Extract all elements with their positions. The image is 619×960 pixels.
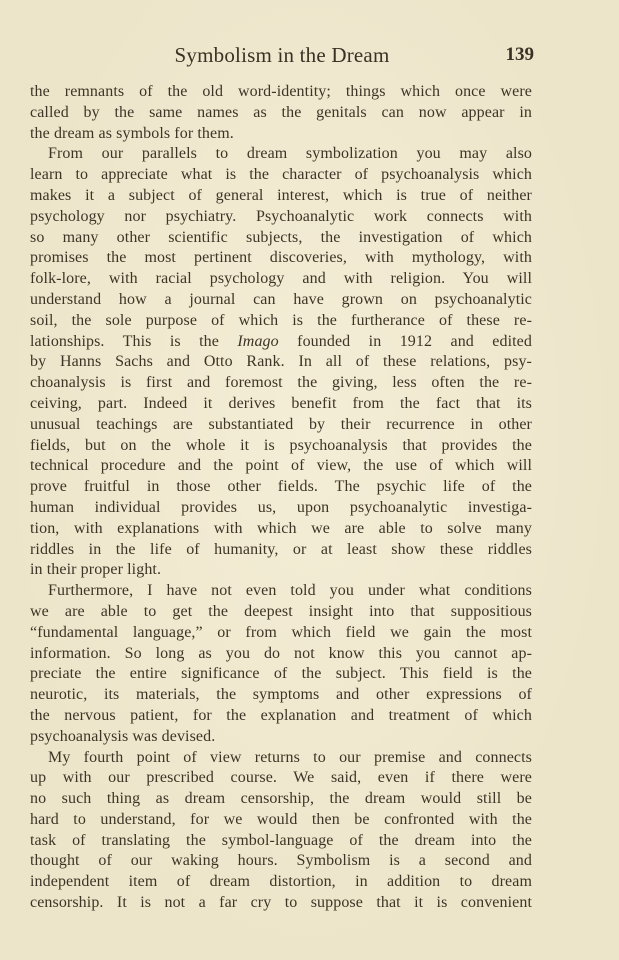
text-line: up with our prescribed course. We said, even if there were	[30, 769, 532, 787]
text-line: psychology nor psychiatry. Psychoanalytic work connects with	[30, 207, 532, 225]
text-line: so many other scientific subjects, the investigation of which	[30, 228, 532, 246]
text-fragment: lationships. This is the	[30, 332, 219, 350]
text-line: human individual provides us, upon psychoanalytic investiga-	[30, 498, 532, 516]
text-line: called by the same names as the genitals can now appear in	[30, 103, 532, 121]
text-line: riddles in the life of humanity, or at least show these riddles	[30, 540, 532, 558]
text-line: promises the most pertinent discoveries, with mythology, with	[30, 249, 532, 267]
journal-title-italic: Imago	[237, 332, 279, 350]
text-line: task of translating the symbol-language of the dream into the	[30, 831, 532, 849]
text-line: hard to understand, for we would then be confronted with the	[30, 810, 532, 828]
text-line-with-italic	[30, 332, 532, 353]
text-line: “fundamental language,” or from which field we gain the most	[30, 623, 532, 641]
text-fragment: founded in 1912 and edited	[297, 332, 532, 350]
text-line: understand how a journal can have grown on psychoanalytic	[30, 290, 532, 308]
text-line: learn to appreciate what is the character of psychoanalysis which	[30, 166, 532, 184]
text-line: choanalysis is first and foremost the giving, less often the re-	[30, 374, 532, 392]
text-line: soil, the sole purpose of which is the furtherance of these re-	[30, 311, 532, 329]
text-line: information. So long as you do not know this you cannot ap-	[30, 644, 532, 662]
text-line: ceiving, part. Indeed it derives benefit from the fact that its	[30, 394, 532, 412]
text-line: makes it a subject of general interest, which is true of neither	[30, 186, 532, 204]
text-line: we are able to get the deepest insight into that suppositious	[30, 602, 532, 620]
text-line: unusual teachings are substantiated by their recurrence in other	[30, 415, 532, 433]
text-line: fields, but on the whole it is psychoanalysis that provides the	[30, 436, 532, 454]
text-line: psychoanalysis was devised.	[30, 727, 216, 745]
page-title: Symbolism in the Dream	[174, 43, 390, 67]
text-line: prove fruitful in those other fields. The psychic life of the	[30, 478, 532, 496]
text-line: folk-lore, with racial psychology and with religion. You will	[30, 270, 532, 288]
text-line: in their proper light.	[30, 561, 162, 579]
text-line: Furthermore, I have not even told you under what conditions	[48, 582, 532, 600]
text-line: the remnants of the old word-identity; things which once were	[30, 83, 532, 100]
text-line: the dream as symbols for them.	[30, 124, 234, 142]
running-head	[30, 40, 534, 70]
text-line: neurotic, its materials, the symptoms and other expressions of	[30, 686, 532, 704]
text-line: thought of our waking hours. Symbolism is a second and	[30, 852, 532, 870]
text-line: From our parallels to dream symbolization you may also	[48, 145, 532, 163]
text-line: independent item of dream distortion, in addition to dream	[30, 873, 532, 891]
text-line: My fourth point of view returns to our premise and connects	[48, 748, 532, 766]
text-line: by Hanns Sachs and Otto Rank. In all of these relations, psy-	[30, 353, 532, 371]
text-line: preciate the entire significance of the subject. This field is the	[30, 665, 532, 683]
text-line: technical procedure and the point of view, the use of which will	[30, 457, 532, 475]
page-number: 139	[505, 44, 534, 65]
text-line: the nervous patient, for the explanation and treatment of which	[30, 706, 532, 724]
body-text	[30, 82, 532, 914]
text-line: censorship. It is not a far cry to suppose that it is convenient	[30, 894, 532, 912]
text-line: tion, with explanations with which we are able to solve many	[30, 519, 532, 537]
text-line: no such thing as dream censorship, the dream would still be	[30, 790, 532, 808]
